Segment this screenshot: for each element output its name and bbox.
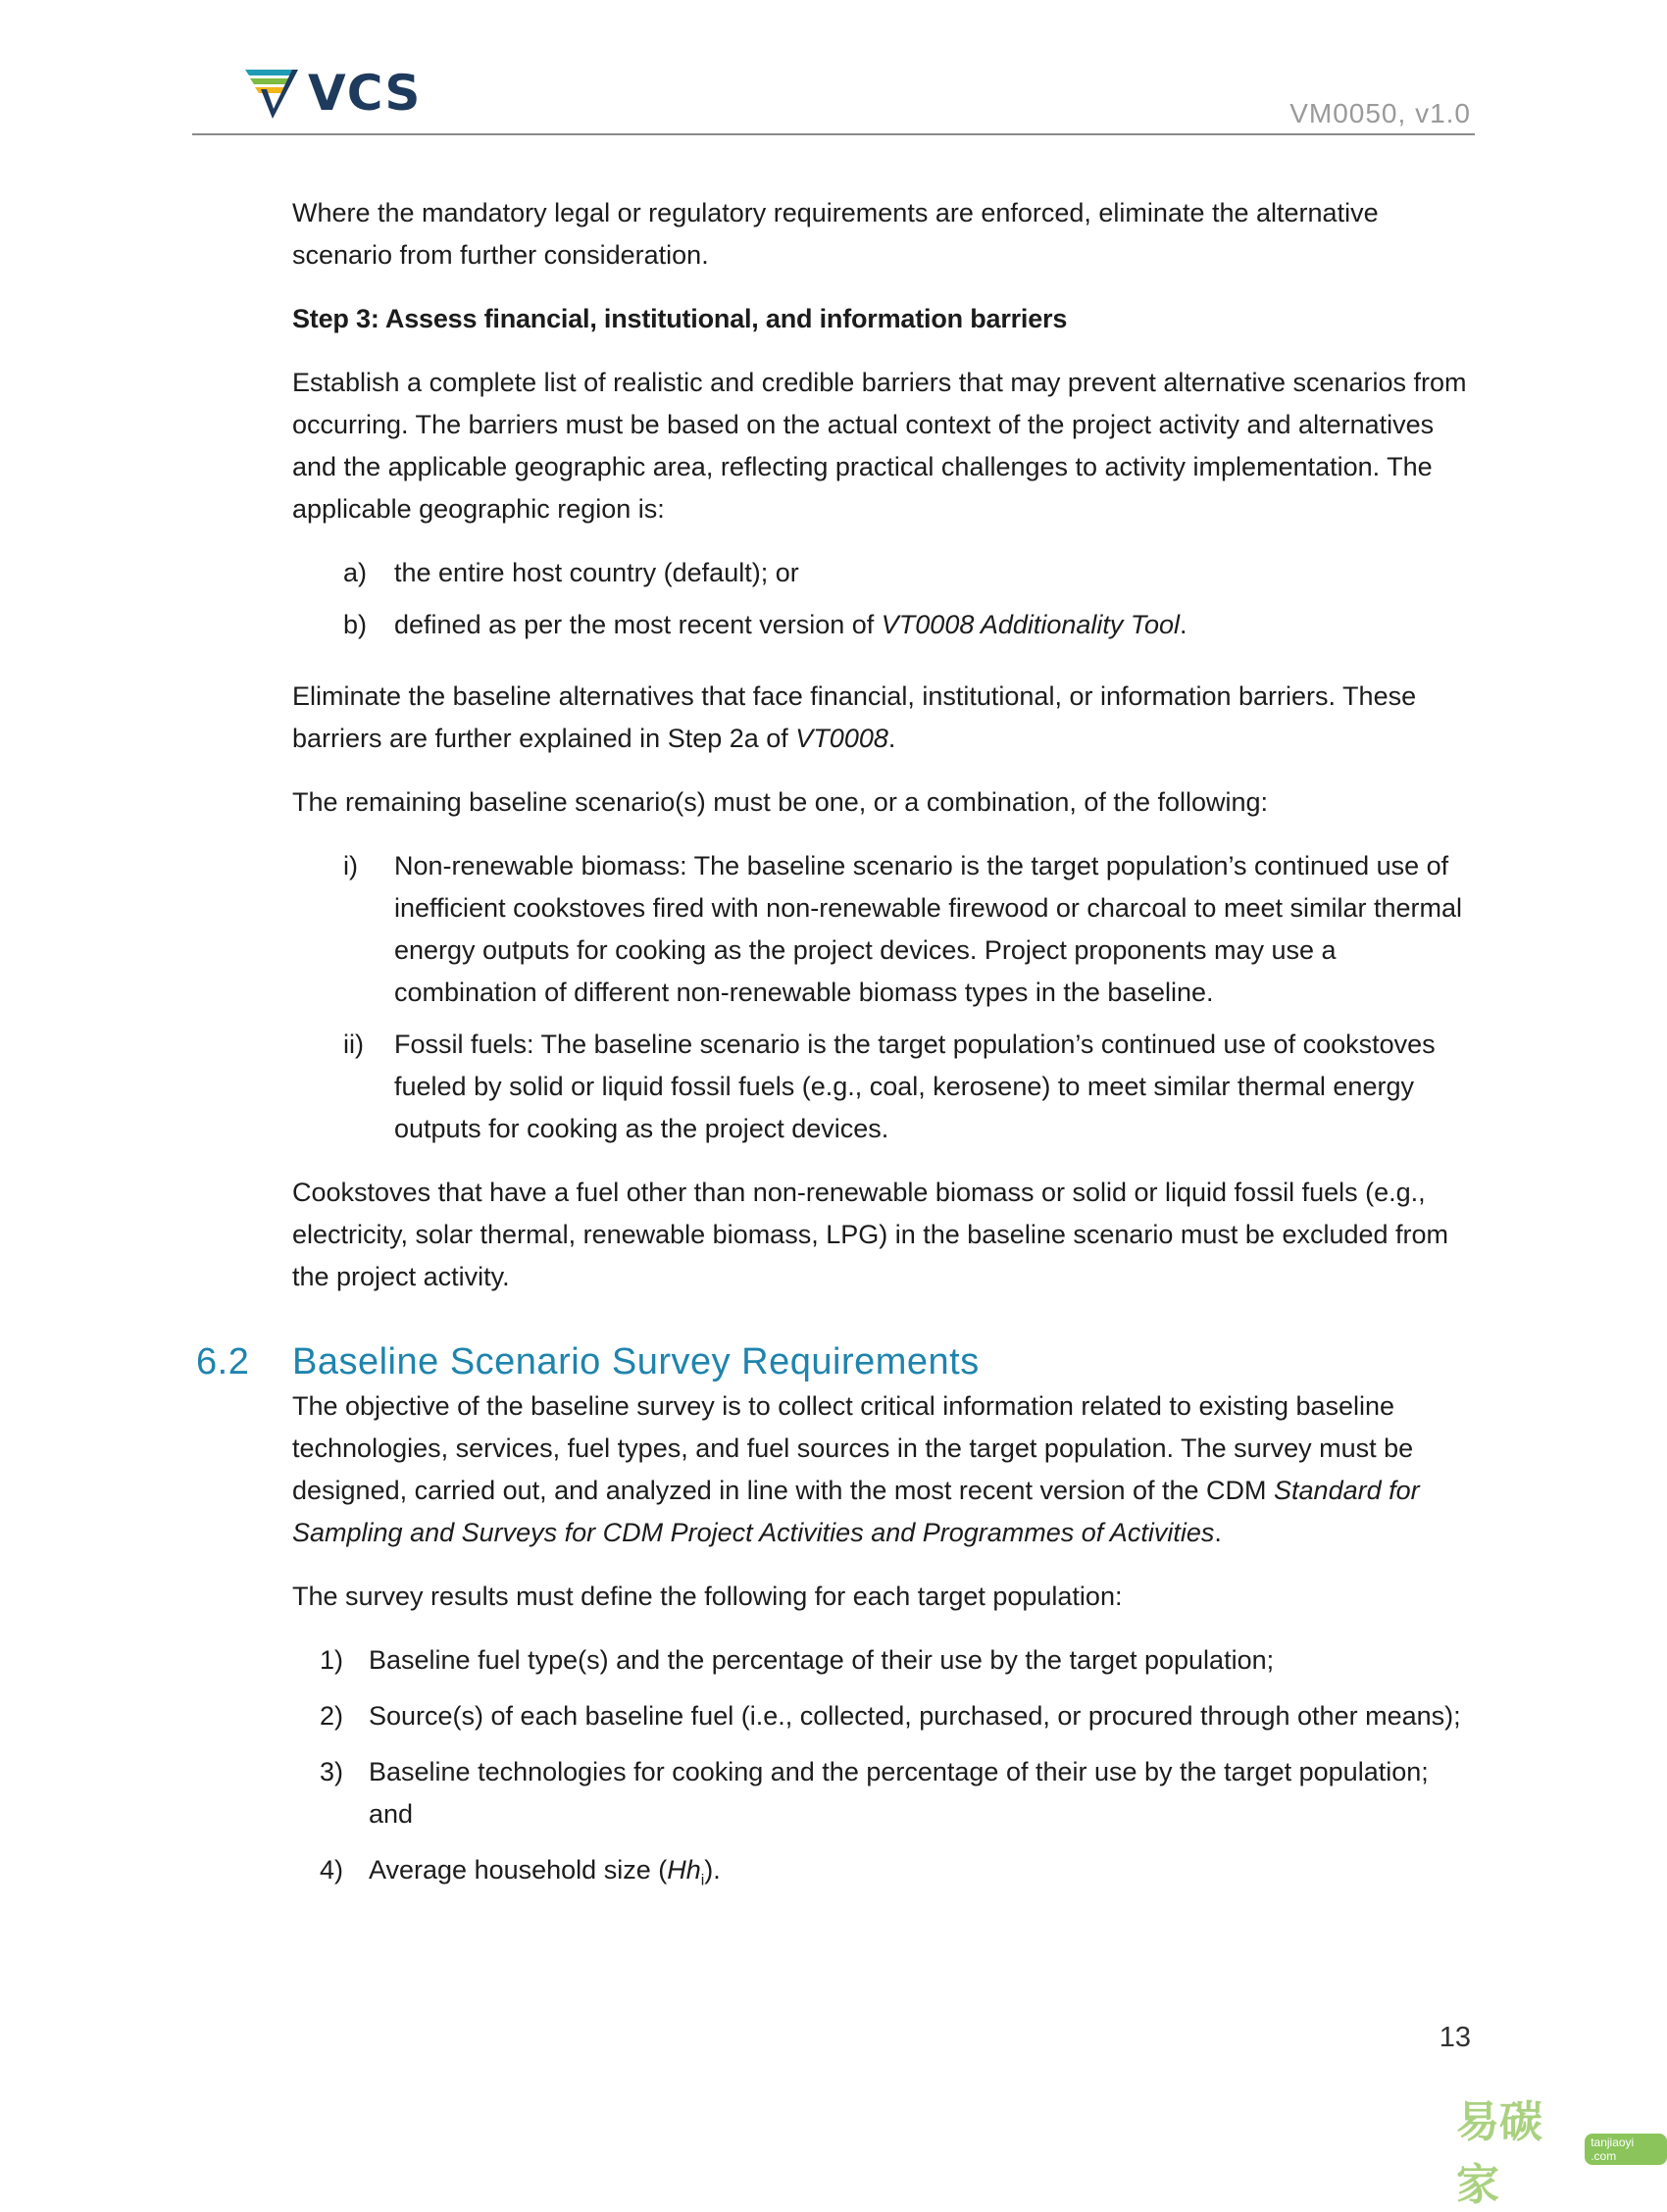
list-item-text: Non-renewable biomass: The baseline scenario is the target population’s continued use of inefficient cookstoves fired with non-renewable firewood or charcoal to meet similar thermal energy outputs for cooking as the project devices. Project proponents may use a combination of different non-renewable biomass types in the baseline. bbox=[394, 851, 1463, 1007]
paragraph: The survey results must define the following for each target population: bbox=[292, 1582, 1123, 1611]
section-title: Baseline Scenario Survey Requirements bbox=[292, 1341, 980, 1382]
variable-name: Hh bbox=[667, 1855, 701, 1885]
geographic-region-list bbox=[292, 552, 1479, 646]
baseline-scenario-list bbox=[292, 845, 1479, 1150]
list-item-text: Average household size $(Hh_i)$. bbox=[369, 1855, 721, 1889]
list-marker: 1) bbox=[320, 1645, 344, 1675]
list-marker: 4) bbox=[320, 1855, 344, 1885]
list-marker: i) bbox=[343, 851, 358, 880]
list-item bbox=[292, 1849, 1479, 1901]
list-item-text: Fossil fuels: The baseline scenario is the target population’s continued use of cookstoves fueled by solid or liquid fossil fuels (e.g., coal, kerosene) to meet similar thermal energy outputs for cooking as the project devices. bbox=[394, 1030, 1436, 1143]
paragraph: Eliminate the baseline alternatives that face financial, institutional, or information barriers. These barriers are further explained in Step 2a of VT0008. bbox=[292, 681, 1417, 753]
watermark-badge: tanjiaoyi .com bbox=[1585, 2134, 1667, 2165]
list-item bbox=[292, 1751, 1479, 1835]
document-id: VM0050, v1.0 bbox=[1289, 98, 1471, 128]
list-item bbox=[292, 1024, 1479, 1150]
vcs-logo bbox=[243, 65, 421, 122]
list-marker: a) bbox=[343, 558, 368, 587]
list-marker: b) bbox=[343, 610, 368, 639]
list-item bbox=[292, 604, 1479, 646]
italic-reference: VT0008 Additionality Tool bbox=[881, 610, 1180, 639]
list-item-text: Baseline fuel type(s) and the percentage of their use by the target population; bbox=[369, 1645, 1275, 1675]
step-heading: Step 3: Assess financial, institutional, and information barriers bbox=[292, 304, 1068, 333]
list-item bbox=[292, 552, 1479, 594]
paragraph: Establish a complete list of realistic and credible barriers that may prevent alternative scenarios from occurring. The barriers must be based on the actual context of the project activity and alternatives and the applicable geographic area, reflecting practical challenges to activity implementation. The applicable geographic region is: bbox=[292, 368, 1467, 524]
survey-results-list bbox=[292, 1639, 1479, 1901]
list-item-text: defined as per the most recent version of VT0008 Additionality Tool. bbox=[394, 610, 1187, 639]
list-marker: 2) bbox=[320, 1701, 344, 1731]
list-item-text: Source(s) of each baseline fuel (i.e., collected, purchased, or procured through other means); bbox=[369, 1701, 1461, 1731]
section-number: 6.2 bbox=[196, 1341, 250, 1382]
header-divider bbox=[192, 133, 1475, 135]
list-item-text: Baseline technologies for cooking and the percentage of their use by the target population; and bbox=[369, 1757, 1429, 1829]
list-item bbox=[292, 1695, 1479, 1737]
list-marker: ii) bbox=[343, 1030, 364, 1059]
list-item bbox=[292, 845, 1479, 1014]
vcs-checkmark-icon bbox=[243, 66, 298, 121]
watermark-text: 易碳家 bbox=[1456, 2097, 1542, 2210]
paragraph: The remaining baseline scenario(s) must be one, or a combination, of the following: bbox=[292, 787, 1269, 817]
italic-reference: Standard for Sampling and Surveys for CDM Project Activities and Programmes of Activities bbox=[292, 1476, 1420, 1547]
watermark bbox=[1456, 2086, 1667, 2212]
list-marker: 3) bbox=[320, 1757, 344, 1786]
document-body bbox=[196, 192, 1479, 1923]
italic-reference: VT0008 bbox=[795, 724, 888, 753]
list-item bbox=[292, 1639, 1479, 1682]
logo-text: VCS bbox=[308, 65, 422, 122]
paragraph: Cookstoves that have a fuel other than non-renewable biomass or solid or liquid fossil fuels (e.g., electricity, solar thermal, renewable biomass, LPG) in the baseline scenario must be excluded from the project activity. bbox=[292, 1178, 1449, 1291]
page-number: 13 bbox=[1439, 2022, 1471, 2053]
variable-subscript: i bbox=[700, 1872, 705, 1889]
paragraph: Where the mandatory legal or regulatory requirements are enforced, eliminate the alternative scenario from further consideration. bbox=[292, 198, 1379, 270]
paragraph: The objective of the baseline survey is to collect critical information related to existing baseline technologies, services, fuel types, and fuel sources in the target population. The survey must be designed, carried out, and analyzed in line with the most recent version of the CDM Standard for Sampling and Surveys for CDM Project Activities and Programmes of Activities. bbox=[292, 1391, 1420, 1547]
section-heading bbox=[196, 1341, 1479, 1383]
list-item-text: the entire host country (default); or bbox=[394, 558, 799, 587]
